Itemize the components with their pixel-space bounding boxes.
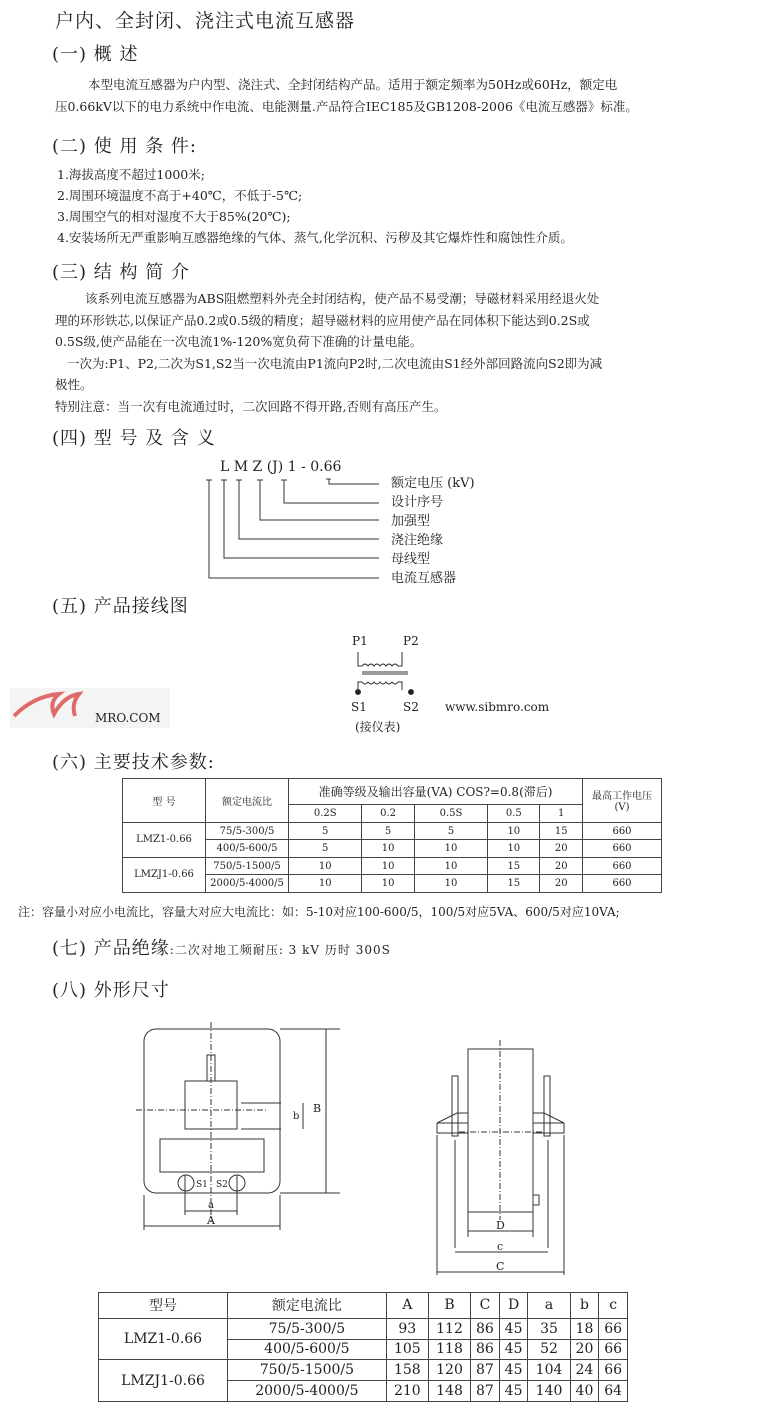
p2-label: P2	[403, 634, 419, 648]
s2-label: S2	[403, 700, 419, 714]
code-label: 设计序号	[391, 495, 444, 510]
table-cell: 158	[386, 1360, 428, 1381]
col-header: 额定电流比	[206, 779, 289, 823]
section-7-heading	[52, 934, 391, 960]
table-row	[123, 857, 662, 875]
table-cell: 140	[528, 1381, 570, 1402]
table-cell: 148	[428, 1381, 470, 1402]
section-2-heading: (二) 使 用 条 件:	[52, 136, 197, 157]
text-line: 理的环形铁芯,以保证产品0.2或0.5级的精度；超导磁材料的应用使产品在同体积下能达到0.2S或	[55, 312, 590, 328]
drawing-shape	[544, 1076, 550, 1136]
logo-text: MRO.COM	[95, 711, 161, 725]
table-cell: c	[599, 1293, 628, 1319]
drawing-shape	[160, 1139, 264, 1172]
table-cell: 18	[570, 1318, 599, 1339]
table-cell: 66	[599, 1360, 628, 1381]
table-cell: 45	[499, 1360, 528, 1381]
table-cell: 0.2S	[289, 805, 362, 823]
overview-line-2: 压0.66kV以下的电力系统中作电流、电能测量.产品符合IEC185及GB1208-2006《电流互感器》标准。	[55, 99, 638, 114]
wiring-caption: (接仪表)	[355, 720, 401, 734]
drawing-shape	[459, 1040, 544, 1220]
table-cell: 45	[499, 1318, 528, 1339]
drawing-shape	[356, 690, 361, 695]
section-3-heading: (三) 结 构 简 介	[52, 262, 190, 283]
table-cell: 0.5S	[414, 805, 487, 823]
table-cell: 104	[528, 1360, 570, 1381]
table-cell: 0.5	[488, 805, 540, 823]
table-cell: 1	[540, 805, 583, 823]
table-cell: 0.2	[362, 805, 414, 823]
dim-D-label: D	[496, 1219, 505, 1232]
table-cell: 10	[289, 857, 362, 875]
text-line: 特别注意：当一次有电流通过时，二次回路不得开路,否则有高压产生。	[55, 398, 447, 414]
tech-params-table	[122, 778, 662, 893]
table-cell: 10	[414, 857, 487, 875]
drawing-shape	[533, 1195, 539, 1205]
table-cell: 5	[414, 822, 487, 840]
drawing-shape	[136, 1022, 266, 1222]
s1-terminal-label: S1	[196, 1180, 208, 1190]
table-cell: 210	[386, 1381, 428, 1402]
table-cell: 64	[599, 1381, 628, 1402]
page-title: 户内、全封闭、浇注式电流互感器	[55, 10, 356, 32]
table-cell: 112	[428, 1318, 470, 1339]
table-cell: 10	[362, 875, 414, 893]
table-cell: 10	[414, 875, 487, 893]
table-cell: 45	[499, 1381, 528, 1402]
section-6-heading: (六) 主要技术参数:	[52, 752, 215, 773]
side-view-drawing	[437, 1040, 564, 1275]
drawing-shape	[144, 1029, 280, 1193]
drawing-shape	[144, 1029, 340, 1230]
drawing-shape	[362, 672, 408, 674]
table-cell: C	[471, 1293, 500, 1319]
table-cell: 5	[362, 822, 414, 840]
model-code: L M Z (J) 1 - 0.66	[220, 459, 342, 475]
drawing-shape	[178, 1175, 194, 1191]
table-cell: 5	[289, 840, 362, 858]
text-line: 一次为:P1、P2,二次为S1,S2当一次电流由P1流向P2时,二次电流由S1经外部回路流向S2即为减	[67, 355, 603, 371]
front-view-drawing	[136, 1022, 340, 1230]
table-cell: LMZJ1-0.66	[123, 857, 206, 892]
table-cell: a	[528, 1293, 570, 1319]
section-7-title: (七) 产品绝缘	[52, 938, 170, 959]
table-cell: 660	[583, 857, 662, 875]
code-label: 额定电压 (kV)	[391, 476, 475, 491]
drawing-shape	[358, 652, 402, 666]
section-1-heading: (一) 概 述	[52, 44, 139, 65]
table-row	[99, 1360, 628, 1381]
table-cell: 660	[583, 822, 662, 840]
table-cell: 15	[540, 822, 583, 840]
table-cell: 20	[540, 840, 583, 858]
table-cell: 52	[528, 1339, 570, 1360]
drawing-shape	[452, 1076, 458, 1136]
model-code-diagram	[206, 459, 379, 578]
table-cell: 20	[540, 875, 583, 893]
table-cell: 87	[471, 1381, 500, 1402]
section-8-heading: (八) 外形尺寸	[52, 980, 170, 1001]
table-cell: 10	[488, 840, 540, 858]
wiring-diagram	[351, 634, 550, 734]
table-cell: 93	[386, 1318, 428, 1339]
drawing-shape	[206, 479, 379, 578]
table-cell: B	[428, 1293, 470, 1319]
drawing-shape	[409, 690, 414, 695]
table-cell: 额定电流比	[228, 1293, 387, 1319]
s2-terminal-label: S2	[216, 1180, 228, 1190]
table-cell: 86	[471, 1318, 500, 1339]
section-5-heading: (五) 产品接线图	[52, 596, 189, 617]
table-cell: LMZ1-0.66	[123, 822, 206, 857]
list-item: 3.周围空气的相对湿度不大于85%(20℃);	[57, 209, 291, 224]
table-row	[123, 822, 662, 840]
table-cell: LMZ1-0.66	[99, 1318, 228, 1360]
list-item: 4.安装场所无严重影响互感器绝缘的气体、蒸气,化学沉积、污秽及其它爆炸性和腐蚀性介质。	[57, 230, 573, 245]
code-label: 电流互感器	[391, 571, 457, 586]
table-cell: 2000/5-4000/5	[228, 1381, 387, 1402]
dimensions-table	[98, 1292, 628, 1402]
table-cell: 10	[362, 840, 414, 858]
text-line: 极性。	[55, 377, 93, 392]
table-cell: 2000/5-4000/5	[206, 875, 289, 893]
code-label: 浇注绝缘	[391, 533, 444, 548]
table-cell: 87	[471, 1360, 500, 1381]
table-cell: 750/5-1500/5	[228, 1360, 387, 1381]
overview-line-1: 本型电流互感器为户内型、浇注式、全封闭结构产品。适用于额定频率为50Hz或60Hz，额定电	[88, 77, 618, 92]
text-line: 该系列电流互感器为ABS阻燃塑料外壳全封闭结构，使产品不易受潮；导磁材料采用经退火处	[85, 291, 600, 306]
table-cell: 型号	[99, 1293, 228, 1319]
table-cell: 75/5-300/5	[206, 822, 289, 840]
table-cell: 10	[414, 840, 487, 858]
table-cell: 35	[528, 1318, 570, 1339]
table-cell: 75/5-300/5	[228, 1318, 387, 1339]
table-cell: 5	[289, 822, 362, 840]
watermark-text: www.sibmro.com	[445, 700, 550, 714]
p1-label: P1	[352, 634, 368, 648]
drawing-shape	[391, 475, 475, 586]
table-cell: 660	[583, 840, 662, 858]
table-cell: 118	[428, 1339, 470, 1360]
table-cell: 66	[599, 1318, 628, 1339]
dim-b-label: b	[293, 1111, 300, 1122]
insulation-text: :二次对地工频耐压: 3 kV 历时 300S	[169, 943, 391, 957]
table-cell: 66	[599, 1339, 628, 1360]
dim-C-label: C	[496, 1260, 505, 1273]
table-cell: 660	[583, 875, 662, 893]
section-4-heading: (四) 型 号 及 含 义	[52, 428, 216, 449]
list-item: 1.海拔高度不超过1000米;	[57, 167, 205, 182]
table-cell: 24	[570, 1360, 599, 1381]
table-cell: 10	[488, 822, 540, 840]
col-header: 准确等级及输出容量(VA) COS?=0.8(滞后)	[289, 779, 583, 805]
table-cell: 400/5-600/5	[228, 1339, 387, 1360]
list-item: 2.周围环境温度不高于+40℃，不低于-5℃;	[57, 188, 303, 203]
dim-B-label: B	[313, 1102, 322, 1115]
table-cell: A	[386, 1293, 428, 1319]
table-cell: 105	[386, 1339, 428, 1360]
dim-c-label: c	[497, 1240, 504, 1253]
code-label: 加强型	[391, 514, 431, 529]
table-cell: 400/5-600/5	[206, 840, 289, 858]
table-cell: D	[499, 1293, 528, 1319]
col-header: 最高工作电压 (V)	[583, 779, 662, 823]
table-cell: 40	[570, 1381, 599, 1402]
table-cell: LMZJ1-0.66	[99, 1360, 228, 1402]
col-header: 型 号	[123, 779, 206, 823]
table-cell: 86	[471, 1339, 500, 1360]
code-label: 母线型	[391, 552, 431, 567]
dim-A-label: A	[207, 1214, 215, 1227]
table-cell: 20	[570, 1339, 599, 1360]
capacity-note: 注：容量小对应小电流比，容量大对应大电流比：如：5-10对应100-600/5，100/5对应5VA、600/5对应10VA;	[18, 905, 620, 919]
table-cell: 10	[362, 857, 414, 875]
site-logo	[10, 688, 170, 728]
table-cell: 20	[540, 857, 583, 875]
dim-a-label: a	[208, 1200, 214, 1211]
table-cell: 15	[488, 875, 540, 893]
text-line: 0.5S级,使产品能在一次电流1%-120%宽负荷下准确的计量电能。	[55, 334, 423, 349]
table-cell: 15	[488, 857, 540, 875]
s1-label: S1	[351, 700, 367, 714]
table-row	[99, 1318, 628, 1339]
drawing-shape	[358, 682, 402, 690]
table-cell: 120	[428, 1360, 470, 1381]
table-cell: 750/5-1500/5	[206, 857, 289, 875]
table-cell: b	[570, 1293, 599, 1319]
table-cell: 10	[289, 875, 362, 893]
table-cell: 45	[499, 1339, 528, 1360]
